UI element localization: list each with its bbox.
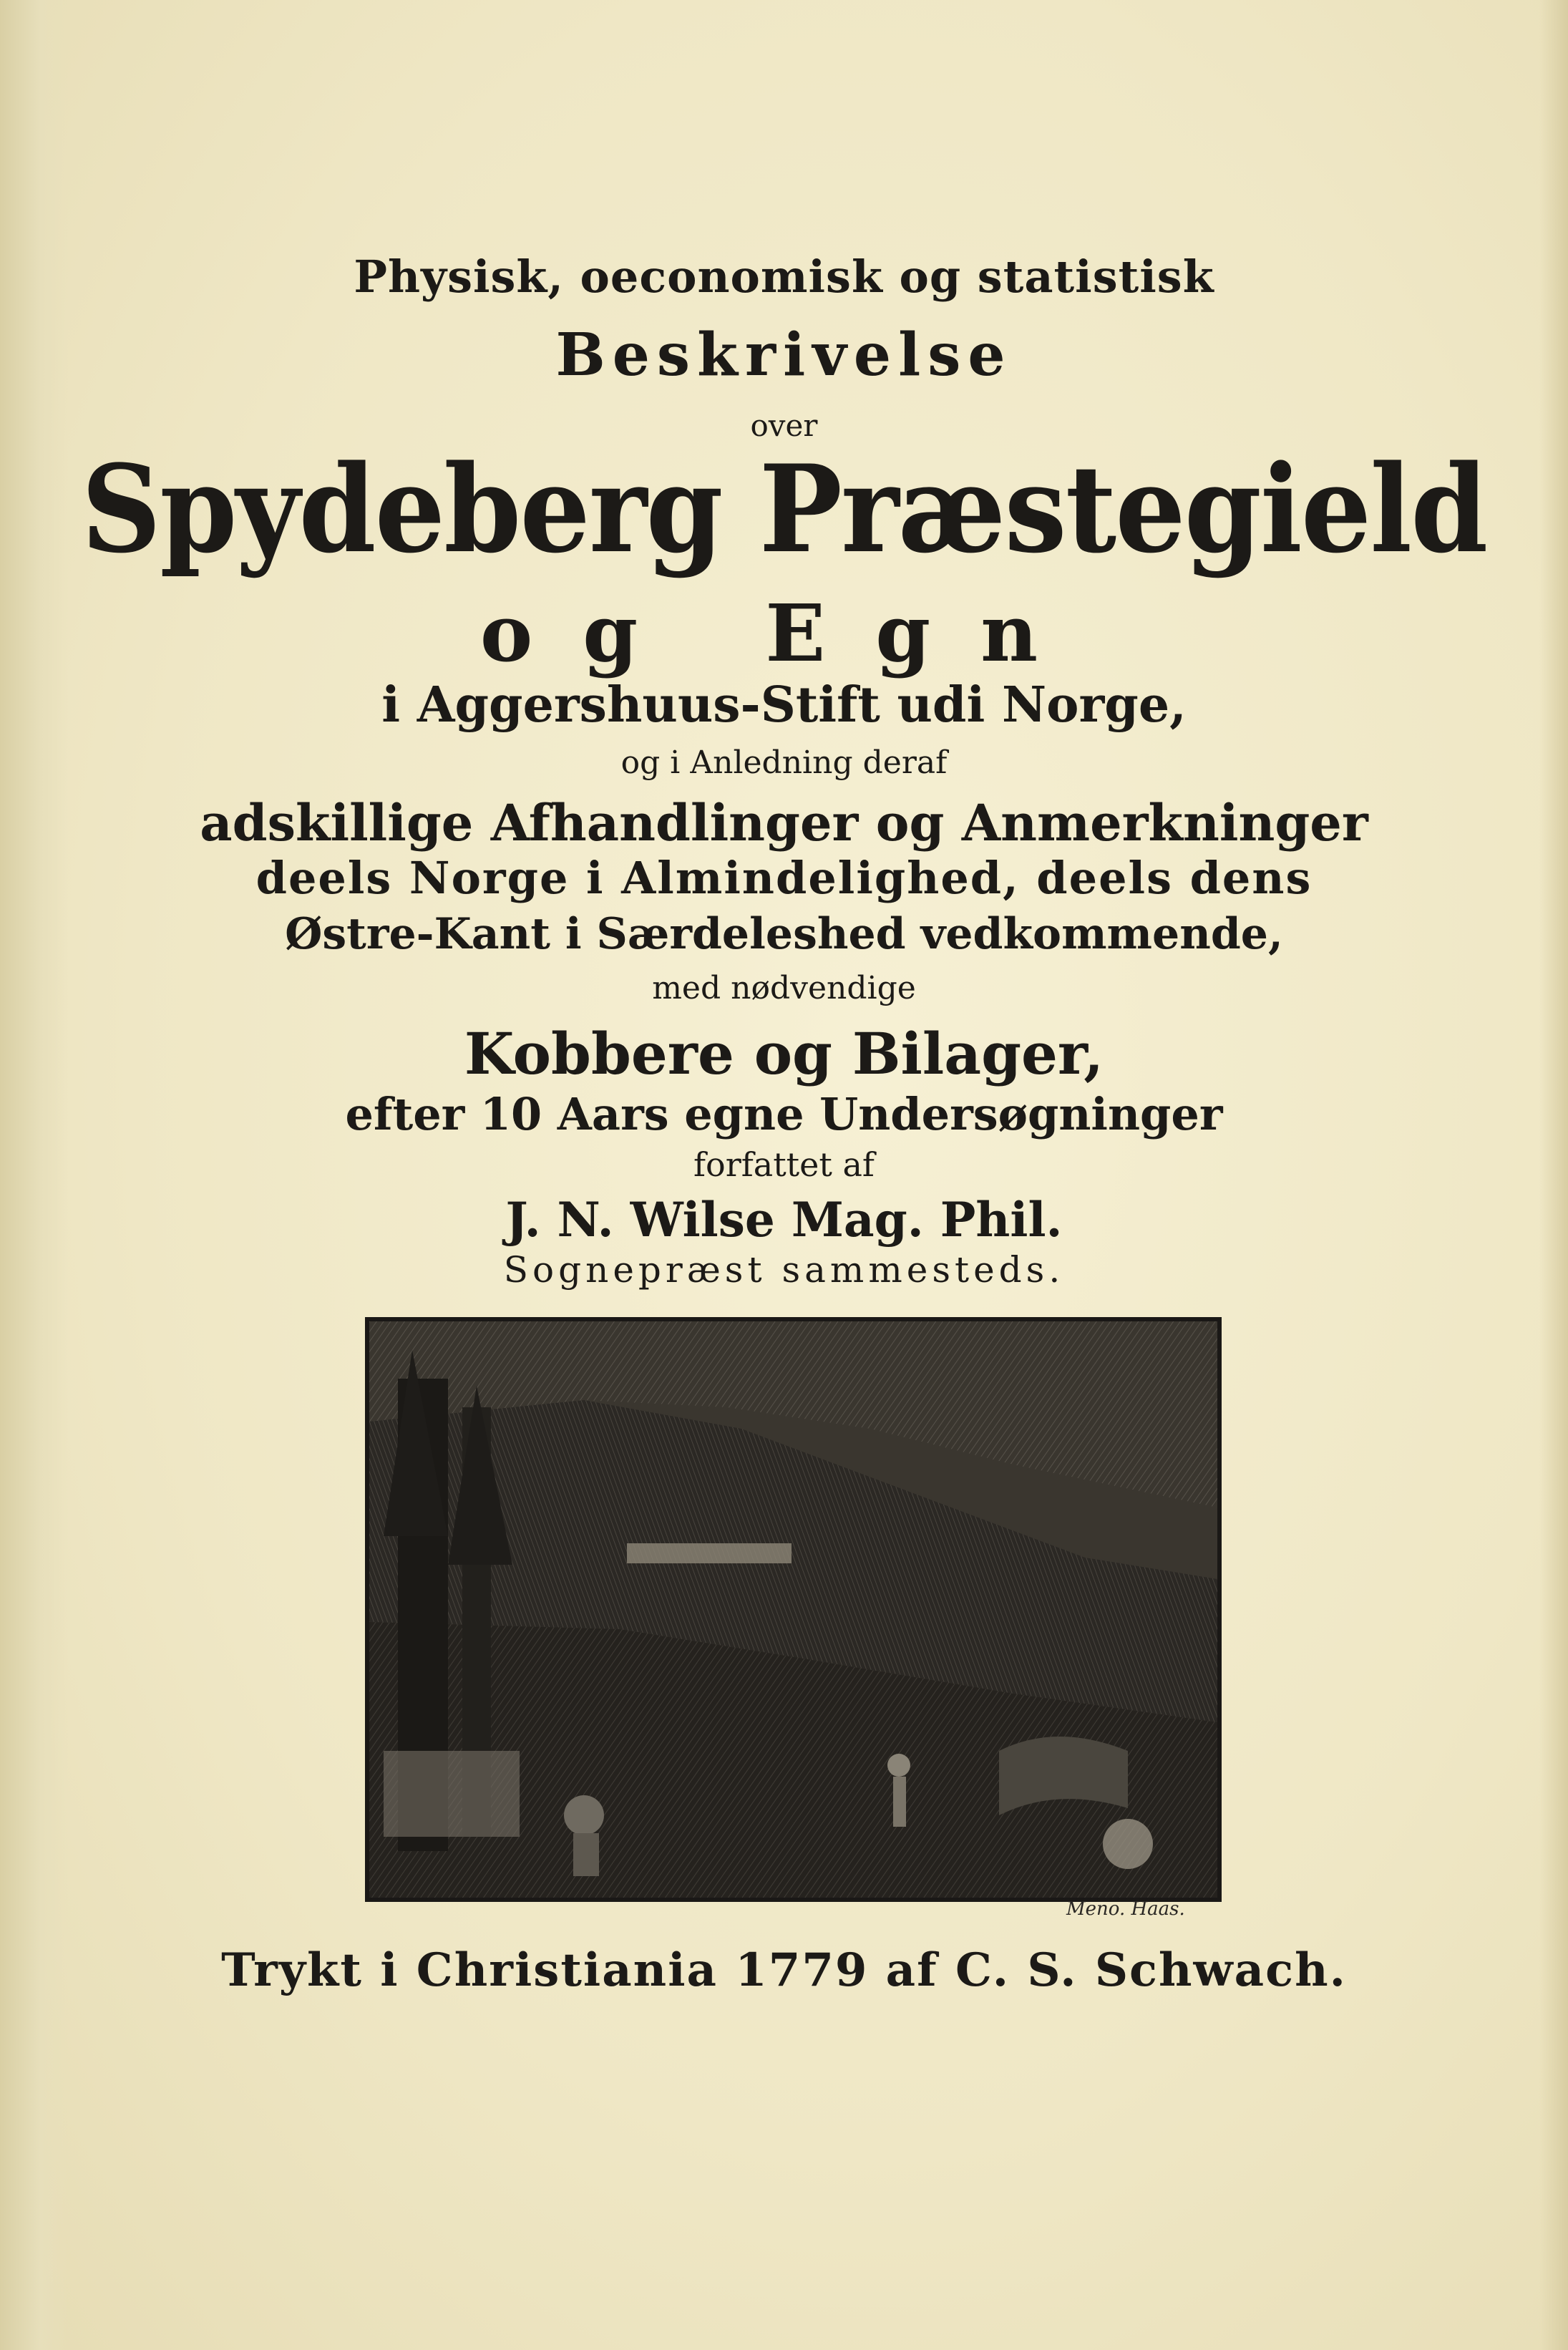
title-line-14: forfattet af: [693, 1145, 875, 1184]
author-office-line: Sognepræst sammesteds.: [503, 1249, 1065, 1291]
title-line-7: og i Anledning deraf: [620, 744, 948, 781]
main-title: Spydeberg Præstegield: [81, 438, 1487, 580]
engraving-illustration: [369, 1321, 1217, 1898]
engraver-signature: Meno. Haas.: [1066, 1898, 1185, 1920]
title-line-3: over: [750, 408, 818, 443]
title-line-1: Physisk, oeconomisk og statistisk: [354, 251, 1214, 303]
title-line-5: og Egn: [479, 587, 1089, 679]
title-line-12: Kobbere og Bilager,: [464, 1020, 1104, 1087]
title-line-11: med nødvendige: [652, 970, 916, 1006]
landscape-engraving: [365, 1317, 1222, 1902]
title-line-9: deels Norge i Almindelighed, deels dens: [255, 852, 1313, 904]
author-line: J. N. Wilse Mag. Phil.: [505, 1192, 1063, 1248]
imprint-line: Trykt i Christiania 1779 af C. S. Schwach.: [221, 1943, 1347, 1997]
title-line-8: adskillige Afhandlinger og Anmerkninger: [200, 793, 1368, 853]
title-line-2: Beskrivelse: [555, 321, 1013, 389]
title-line-6: i Aggershuus-Stift udi Norge,: [381, 676, 1187, 734]
title-line-13: efter 10 Aars egne Undersøgninger: [345, 1088, 1223, 1140]
title-line-10: Østre-Kant i Særdeleshed vedkommende,: [285, 909, 1283, 959]
